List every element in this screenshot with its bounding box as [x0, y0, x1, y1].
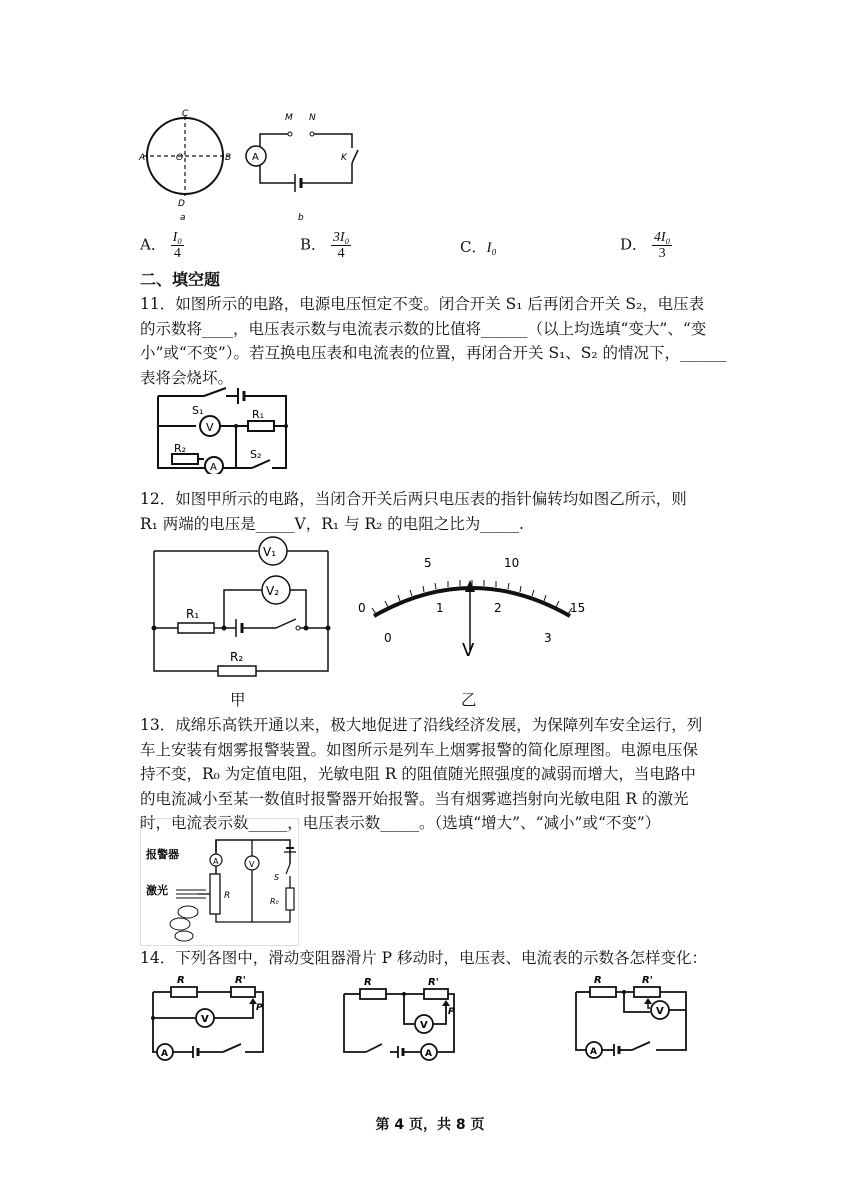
label-d: D [178, 199, 185, 209]
figure-q12-voltmeter-gauge [352, 550, 592, 670]
option-d [620, 230, 672, 261]
figure-q11-circuit [152, 386, 297, 474]
caption-jia: 甲 [230, 691, 246, 709]
label-a: A [139, 153, 146, 163]
q11-s1: S₁ [192, 404, 204, 417]
q13-r: R [224, 891, 231, 901]
ammeter-a: A [252, 152, 259, 163]
option-c-letter: C． [460, 238, 487, 256]
gauge-inner-1: 1 [436, 601, 444, 615]
option-d-letter: D． [620, 235, 648, 254]
gauge-outer-0: 0 [358, 601, 366, 615]
q13-r0: R₀ [270, 897, 279, 906]
figure-q13-alarm [140, 818, 300, 946]
figure-circuit-b [240, 108, 365, 228]
q11-r1: R₁ [252, 408, 265, 421]
q12-line-1: 12．如图甲所示的电路，当闭合开关后两只电压表的指针偏转均如图乙所示，则 [140, 490, 687, 508]
label-b: B [225, 153, 232, 163]
page-footer: 第 4 页，共 8 页 [375, 1117, 485, 1133]
q11-line-3: 小”或“不变”）。若互换电压表和电流表的位置，再闭合开关 S₁、S₂ 的情况下，______ [140, 344, 727, 362]
q13-line-2: 车上安装有烟雾报警装置。如图所示是列车上烟雾报警的简化原理图。电源电压保 [140, 740, 699, 759]
q11-voltmeter: V [206, 421, 214, 434]
q13-ammeter: A [213, 857, 219, 866]
q14-1-a: A [161, 1049, 168, 1059]
option-d-fraction [652, 230, 673, 261]
q13-line-4: 的电流减小至某一数值时报警器开始报警。当有烟雾遮挡射向光敏电阻 R 的激光 [140, 789, 689, 808]
q14-1-p: P [256, 1003, 263, 1013]
q13-laser-label: 激光 [146, 884, 168, 897]
option-b-fraction [331, 230, 352, 261]
q11-ammeter: A [210, 462, 217, 473]
q14-2-a: A [425, 1049, 432, 1059]
option-a-letter: A． [140, 235, 166, 254]
figure-q14-circuit-1 [145, 974, 275, 1064]
option-d-den: 3 [658, 246, 666, 261]
q14-1-v: V [201, 1014, 209, 1025]
label-c: C [182, 109, 189, 119]
q11-line-2: 的示数将____，电压表示数与电流表示数的比值将______（以上均选填“变大”、“变 [140, 319, 707, 338]
gauge-outer-10: 10 [504, 556, 520, 570]
figure-circle-a [138, 108, 248, 228]
q13-line-3: 持不变，R₀ 为定值电阻，光敏电阻 R 的阻值随光照强度的减弱而增大，当电路中 [140, 765, 696, 783]
option-a [140, 230, 184, 261]
option-c [460, 236, 497, 257]
option-a-num: I₀ [172, 230, 183, 245]
gauge-inner-0: 0 [384, 631, 392, 645]
q14-3-a: A [590, 1047, 597, 1057]
option-a-fraction [171, 230, 185, 261]
q14-line-1: 14．下列各图中，滑动变阻器滑片 P 移动时，电压表、电流表的示数各怎样变化： [140, 949, 708, 967]
option-a-den: 4 [173, 246, 181, 261]
question-12 [140, 487, 730, 536]
q12-r2: R₂ [230, 650, 244, 664]
q11-r2: R₂ [174, 442, 187, 455]
q12-r1: R₁ [186, 607, 200, 621]
q14-3-v: V [656, 1006, 664, 1017]
gauge-outer-15: 15 [570, 601, 586, 615]
q14-2-rp: R' [428, 977, 439, 988]
q11-line-1: 11．如图所示的电路，电源电压恒定不变。闭合开关 S₁ 后再闭合开关 S₂，电压表 [140, 295, 705, 313]
option-b-letter: B． [300, 235, 327, 254]
figure-q14-circuit-2 [336, 974, 466, 1064]
q14-2-v: V [420, 1020, 428, 1031]
q11-line-4: 表将会烧坏。 [140, 368, 234, 387]
q11-s2: S₂ [250, 448, 262, 461]
q14-3-rp: R' [642, 975, 653, 986]
section-title: 二、填空题 [140, 270, 221, 289]
gauge-outer-5: 5 [424, 556, 432, 570]
q13-s: S [274, 873, 280, 882]
q14-3-r: R [594, 975, 602, 986]
q14-2-r: R [364, 977, 372, 988]
q12-v2: V₂ [266, 584, 280, 598]
question-14 [140, 946, 740, 971]
figure-q12-jia [148, 535, 338, 680]
question-11 [140, 292, 730, 390]
option-b-num: 3I₀ [332, 230, 350, 245]
label-o: O [176, 153, 184, 163]
caption-b: b [298, 213, 304, 223]
gauge-unit-v: V [462, 640, 475, 661]
option-b-den: 4 [337, 246, 345, 261]
terminal-m: M [285, 113, 293, 123]
q13-alarm-label: 报警器 [146, 848, 179, 861]
option-d-num: 4I₀ [653, 230, 671, 245]
caption-yi: 乙 [461, 691, 477, 709]
figure-q14-circuit-3 [566, 972, 696, 1062]
terminal-n: N [309, 113, 316, 123]
switch-k: K [341, 153, 347, 163]
q12-v1: V₁ [263, 545, 277, 559]
q13-voltmeter: V [249, 860, 255, 869]
gauge-inner-3: 3 [544, 631, 552, 645]
option-b [300, 230, 351, 261]
gauge-inner-2: 2 [494, 601, 502, 615]
q14-1-rp: R' [235, 975, 246, 986]
option-c-text: I₀ [486, 240, 497, 256]
q13-line-5: 时，电流表示数_____，电压表示数_____。（选填“增大”、“减小”或“不变”） [140, 814, 661, 832]
q14-1-r: R [177, 975, 185, 986]
caption-a: a [180, 213, 186, 223]
q14-2-p: P [448, 1007, 455, 1017]
q13-line-1: 13．成绵乐高铁开通以来，极大地促进了沿线经济发展，为保障列车安全运行，列 [140, 716, 703, 734]
q12-line-2: R₁ 两端的电压是_____V，R₁ 与 R₂ 的电阻之比为_____. [140, 514, 524, 533]
